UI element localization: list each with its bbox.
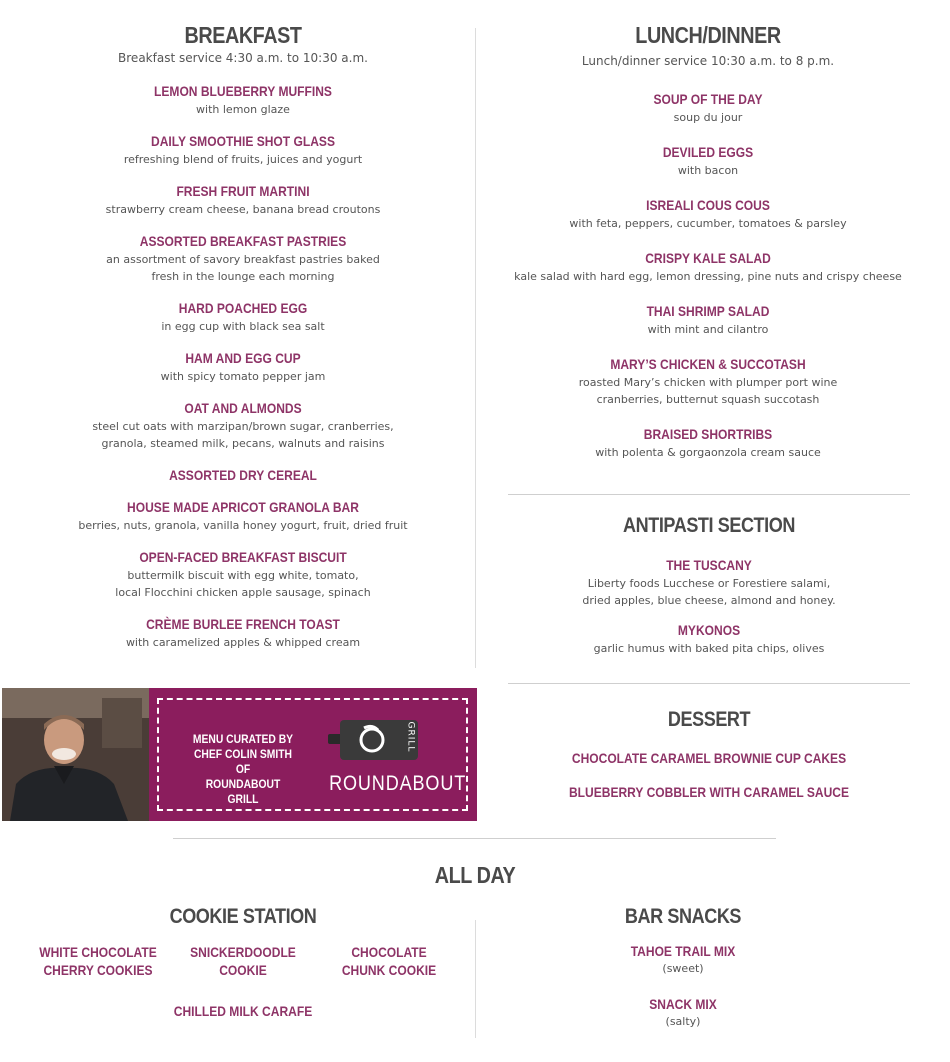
breakfast-hours: Breakfast service 4:30 a.m. to 10:30 a.m.	[118, 51, 368, 65]
menu-item-name: HOUSE MADE APRICOT GRANOLA BAR	[127, 499, 359, 515]
menu-item	[20, 615, 466, 651]
cookie-item-line: CHERRY COOKIES	[43, 962, 153, 978]
menu-item-name: THAI SHRIMP SALAD	[646, 303, 770, 319]
bar-snack-item: TAHOE TRAIL MIX	[630, 943, 736, 959]
cookie-station-heading: COOKIE STATION	[169, 905, 317, 928]
menu-item	[20, 82, 466, 118]
menu-item-name: ASSORTED DRY CEREAL	[169, 467, 317, 483]
menu-item	[20, 548, 466, 601]
menu-item	[20, 399, 466, 452]
all-day-divider	[475, 920, 476, 1038]
menu-item-name: HAM AND EGG CUP	[185, 350, 301, 366]
menu-item-desc: with bacon	[677, 164, 739, 177]
divider-dessert	[508, 683, 910, 684]
lunch-dinner-section	[500, 20, 916, 461]
menu-item	[508, 556, 910, 609]
breakfast-title: BREAKFAST	[184, 22, 302, 48]
breakfast-items	[20, 82, 466, 651]
menu-item-desc: berries, nuts, granola, vanilla honey yogurt, fruit, dried fruit	[78, 519, 408, 532]
menu-item-name: OPEN-FACED BREAKFAST BISCUIT	[139, 549, 347, 565]
menu-item-desc: local Flocchini chicken apple sausage, spinach	[115, 586, 371, 599]
dessert-item: CHOCOLATE CARAMEL BROWNIE CUP CAKES	[571, 750, 847, 766]
grill-logo-text: GRILL	[405, 721, 416, 753]
curated-line: MENU CURATED BY	[192, 732, 294, 746]
menu-item	[500, 302, 916, 338]
bar-snacks-section	[483, 902, 883, 1030]
bar-snacks-title: BAR SNACKS	[624, 905, 742, 928]
menu-item-name: MYKONOS	[677, 622, 741, 638]
menu-item-name: FRESH FRUIT MARTINI	[176, 183, 310, 199]
menu-item-desc: granola, steamed milk, pecans, walnuts and raisins	[101, 437, 385, 450]
menu-item	[500, 425, 916, 461]
lunch-dinner-hours: Lunch/dinner service 10:30 a.m. to 8 p.m.	[581, 54, 835, 68]
menu-item	[500, 196, 916, 232]
menu-item-desc: with lemon glaze	[196, 103, 290, 116]
brand-name: ROUNDABOUT	[329, 772, 467, 795]
menu-item	[20, 299, 466, 335]
menu-item-desc: with caramelized apples & whipped cream	[125, 636, 361, 649]
cookie-station-title	[20, 902, 466, 932]
menu-item-name: OAT AND ALMONDS	[184, 400, 302, 416]
menu-item	[500, 355, 916, 408]
menu-item-desc: with polenta & gorgaonzola cream sauce	[595, 446, 821, 459]
cookie-item-line: CHUNK COOKIE	[341, 962, 437, 978]
menu-item-desc: an assortment of savory breakfast pastries baked	[106, 253, 380, 266]
chef-banner	[2, 688, 477, 821]
menu-item	[20, 349, 466, 385]
menu-item-name: SOUP OF THE DAY	[653, 91, 763, 107]
menu-item	[508, 621, 910, 657]
menu-item	[20, 498, 466, 534]
cookie-item-line: CHILLED MILK CARAFE	[173, 1003, 313, 1019]
curated-line: CHEF COLIN SMITH OF	[193, 747, 293, 776]
cookie-item	[319, 943, 459, 979]
curated-line: ROUNDABOUT GRILL	[205, 777, 281, 806]
antipasti-title: ANTIPASTI SECTION	[623, 514, 795, 537]
menu-item-desc: Liberty foods Lucchese or Forestiere salami,	[587, 577, 831, 590]
menu-item-name: CRÈME BURLEE FRENCH TOAST	[146, 616, 340, 632]
cookie-item-line: SNICKERDOODLE	[190, 944, 296, 960]
menu-item-desc: in egg cup with black sea salt	[161, 320, 325, 333]
menu-item-desc: soup du jour	[673, 111, 743, 124]
menu-item-desc: with spicy tomato pepper jam	[160, 370, 326, 383]
menu-item-name: MARY’S CHICKEN & SUCCOTASH	[610, 356, 806, 372]
bar-snack-item: SNACK MIX	[649, 996, 717, 1012]
all-day-title: ALL DAY	[434, 862, 516, 888]
menu-item-name: BRAISED SHORTRIBS	[643, 426, 773, 442]
menu-item-desc: roasted Mary’s chicken with plumper port wine	[578, 376, 838, 389]
menu-item-desc: with feta, peppers, cucumber, tomatoes & parsley	[569, 217, 847, 230]
menu-item-desc: steel cut oats with marzipan/brown sugar, cranberries,	[92, 420, 394, 433]
menu-item	[500, 90, 916, 126]
curated-by-text	[192, 732, 293, 807]
dessert-title: DESSERT	[667, 708, 751, 731]
menu-item	[500, 143, 916, 179]
menu-item	[20, 182, 466, 218]
cookie-item	[143, 1002, 343, 1020]
menu-item	[20, 466, 466, 484]
cookie-item	[28, 943, 168, 979]
bar-snack-desc: (salty)	[665, 1015, 701, 1028]
menu-item-name: HARD POACHED EGG	[178, 300, 308, 316]
menu-item-name: CRISPY KALE SALAD	[645, 250, 771, 266]
dessert-section	[508, 705, 910, 801]
divider-all-day	[173, 838, 776, 839]
menu-item-desc: dried apples, blue cheese, almond and honey.	[582, 594, 836, 607]
menu-item-desc: refreshing blend of fruits, juices and yogurt	[123, 153, 363, 166]
menu-item	[20, 132, 466, 168]
menu-item-desc: buttermilk biscuit with egg white, tomato,	[127, 569, 359, 582]
chef-portrait-icon	[2, 688, 149, 821]
column-divider	[475, 28, 476, 668]
menu-item-name: ASSORTED BREAKFAST PASTRIES	[139, 233, 347, 249]
menu-item	[20, 232, 466, 285]
menu-item-name: LEMON BLUEBERRY MUFFINS	[154, 83, 332, 99]
menu-item-desc: garlic humus with baked pita chips, olives	[593, 642, 825, 655]
cookie-item	[173, 943, 313, 979]
antipasti-section	[508, 511, 910, 657]
cookie-item-line: CHOCOLATE	[351, 944, 427, 960]
divider-antipasti	[508, 494, 910, 495]
lunch-dinner-title: LUNCH/DINNER	[635, 22, 781, 48]
all-day-header	[0, 860, 950, 890]
menu-item	[500, 249, 916, 285]
cookie-item-line: WHITE CHOCOLATE	[39, 944, 157, 960]
breakfast-section	[20, 20, 466, 651]
bar-snack-desc: (sweet)	[662, 962, 704, 975]
menu-item-name: DEVILED EGGS	[662, 144, 754, 160]
lunch-dinner-items	[500, 90, 916, 461]
dessert-item: BLUEBERRY COBBLER WITH CARAMEL SAUCE	[568, 784, 850, 800]
cookie-item-line: COOKIE	[219, 962, 267, 978]
menu-item-name: ISREALI COUS COUS	[646, 197, 770, 213]
chef-photo	[2, 688, 149, 821]
menu-item-desc: with mint and cilantro	[647, 323, 769, 336]
menu-item-name: DAILY SMOOTHIE SHOT GLASS	[151, 133, 335, 149]
antipasti-items	[508, 556, 910, 657]
menu-item-desc: kale salad with hard egg, lemon dressing, pine nuts and crispy cheese	[514, 270, 902, 283]
menu-item-desc: strawberry cream cheese, banana bread croutons	[105, 203, 381, 216]
menu-item-name: THE TUSCANY	[666, 557, 752, 573]
menu-item-desc: cranberries, butternut squash succotash	[596, 393, 820, 406]
menu-item-desc: fresh in the lounge each morning	[151, 270, 335, 283]
